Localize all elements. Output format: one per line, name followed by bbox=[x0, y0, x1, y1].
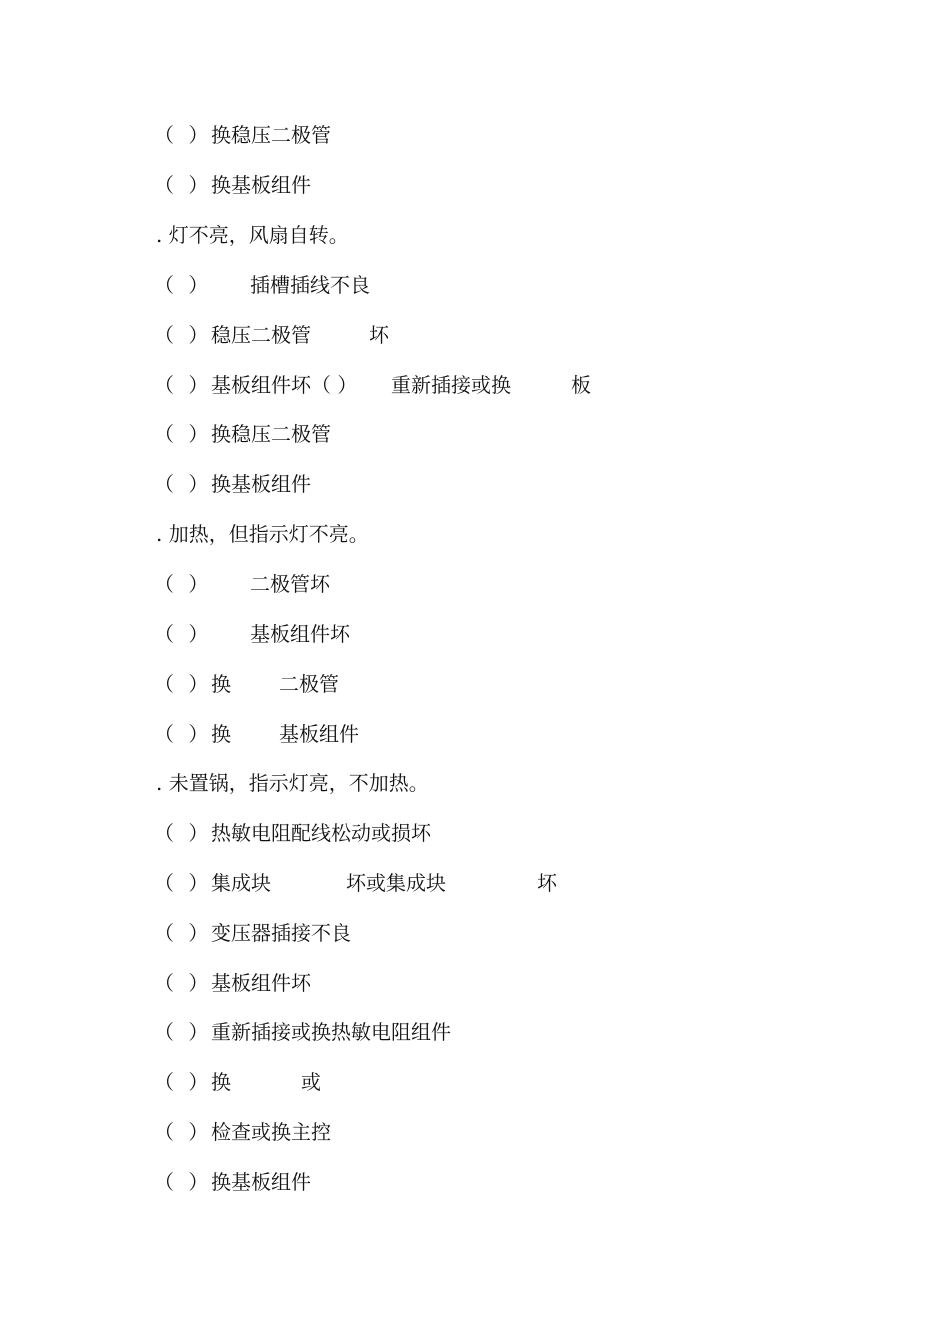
item-text: 检查或换主控 bbox=[211, 1120, 331, 1144]
item-text: 换稳压二极管 bbox=[211, 123, 331, 147]
heading-text: . 灯不亮，风扇自转。 bbox=[156, 223, 349, 247]
item-text: 换 bbox=[211, 1070, 231, 1094]
item-marker: （ ） bbox=[154, 921, 213, 945]
item-marker: （ ） bbox=[154, 1070, 213, 1094]
heading-text: . 未置锅，指示灯亮，不加热。 bbox=[156, 771, 429, 795]
item-text: 变压器插接不良 bbox=[211, 921, 351, 945]
item-marker: （ ） bbox=[154, 1170, 213, 1194]
item-marker: （ ） bbox=[154, 373, 213, 397]
item-marker: （ ） bbox=[154, 722, 213, 746]
item-marker: （ ） bbox=[154, 821, 213, 845]
item-text: 重新插接或换热敏电阻组件 bbox=[211, 1020, 451, 1044]
item-text: 基板组件 bbox=[279, 722, 359, 746]
item-marker: （ ） bbox=[154, 323, 213, 347]
item-marker: （ ） bbox=[154, 1120, 213, 1144]
item-text: 换基板组件 bbox=[211, 472, 311, 496]
item-text: 换 bbox=[211, 672, 231, 696]
item-marker: （ ） bbox=[154, 1020, 213, 1044]
item-marker: （ ） bbox=[154, 871, 213, 895]
item-text: 集成块 bbox=[211, 871, 271, 895]
item-marker: （ ） bbox=[154, 572, 213, 596]
item-text: 换基板组件 bbox=[211, 173, 311, 197]
item-text: 坏或集成块 bbox=[346, 871, 446, 895]
item-marker: （ ） bbox=[154, 273, 213, 297]
item-text: 基板组件坏 bbox=[211, 971, 311, 995]
item-text: 基板组件坏 bbox=[250, 622, 350, 646]
item-text: 换基板组件 bbox=[211, 1170, 311, 1194]
item-marker: （ ） bbox=[154, 971, 213, 995]
item-text: 二极管坏 bbox=[250, 572, 330, 596]
item-marker: （ ） bbox=[154, 173, 213, 197]
item-text: 坏 bbox=[537, 871, 557, 895]
item-text: 坏 bbox=[369, 323, 389, 347]
item-text: 插槽插线不良 bbox=[250, 273, 370, 297]
item-text: 板 bbox=[571, 373, 591, 397]
heading-text: . 加热，但指示灯不亮。 bbox=[156, 522, 369, 546]
item-text: 热敏电阻配线松动或损坏 bbox=[211, 821, 431, 845]
item-marker: （ ） bbox=[154, 123, 213, 147]
item-text: 或 bbox=[301, 1070, 321, 1094]
item-text: 换稳压二极管 bbox=[211, 422, 331, 446]
item-marker: （ ） bbox=[154, 422, 213, 446]
item-text: 基板组件坏（ ） bbox=[211, 373, 358, 397]
item-text: 换 bbox=[211, 722, 231, 746]
item-marker: （ ） bbox=[154, 672, 213, 696]
item-marker: （ ） bbox=[154, 472, 213, 496]
item-text: 二极管 bbox=[279, 672, 339, 696]
item-text: 稳压二极管 bbox=[211, 323, 311, 347]
item-text: 重新插接或换 bbox=[391, 373, 511, 397]
item-marker: （ ） bbox=[154, 622, 213, 646]
